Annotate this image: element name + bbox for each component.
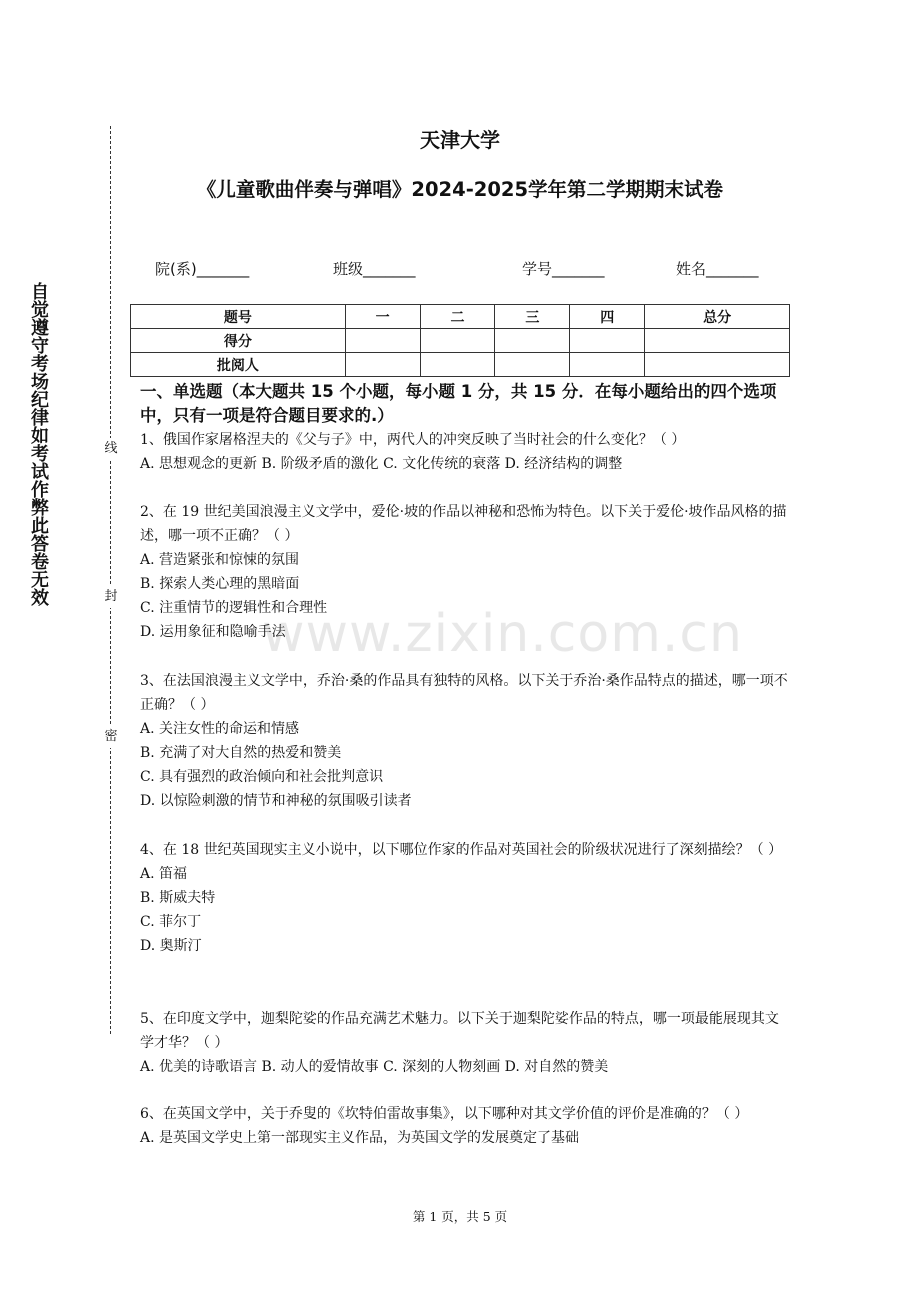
option-b[interactable]: B. 斯威夫特	[140, 890, 216, 906]
option-line[interactable]: A. 思想观念的更新 B. 阶级矛盾的激化 C. 文化传统的衰落 D. 经济结构的调整	[140, 456, 623, 472]
option-b[interactable]: B. 充满了对大自然的热爱和赞美	[140, 745, 342, 761]
seal-cut-line	[110, 126, 111, 1034]
cut-mark-seal: 封	[103, 586, 119, 608]
option-a[interactable]: A. 笛福	[140, 866, 188, 882]
question-5	[140, 1007, 790, 1079]
question-stem: 2、在 19 世纪美国浪漫主义文学中，爱伦·坡的作品以神秘和恐怖为特色。以下关于爱伦·坡作品风格的描述，哪一项不正确？（ ）	[140, 504, 787, 544]
question-stem: 3、在法国浪漫主义文学中，乔治·桑的作品具有独特的风格。以下关于乔治·桑作品特点的描述，哪一项不正确？（ ）	[140, 673, 788, 713]
option-a[interactable]: A. 是英国文学史上第一部现实主义作品，为英国文学的发展奠定了基础	[140, 1130, 580, 1146]
option-c[interactable]: C. 菲尔丁	[140, 914, 202, 930]
score-cell[interactable]	[570, 329, 645, 353]
option-a[interactable]: A. 关注女性的命运和情感	[140, 721, 300, 737]
grader-cell[interactable]	[420, 353, 495, 377]
department-field[interactable]: 院(系)_______	[155, 260, 250, 278]
question-3	[140, 669, 790, 813]
exam-discipline-notice: 自觉遵守考场纪律如考试作弊此答卷无效	[28, 282, 49, 606]
question-stem: 6、在英国文学中，关于乔叟的《坎特伯雷故事集》，以下哪种对其文学价值的评价是准确的？（ ）	[140, 1106, 749, 1122]
student-id-field[interactable]: 学号_______	[522, 260, 605, 278]
exam-title: 《儿童歌曲伴奏与弹唱》2024-2025学年第二学期期末试卷	[196, 178, 724, 201]
row-label: 得分	[131, 329, 346, 353]
score-cell[interactable]	[345, 329, 420, 353]
cut-mark-line: 线	[103, 438, 119, 460]
option-line[interactable]: A. 优美的诗歌语言 B. 动人的爱情故事 C. 深刻的人物刻画 D. 对自然的赞美	[140, 1059, 609, 1075]
score-cell[interactable]	[495, 329, 570, 353]
option-d[interactable]: D. 奥斯汀	[140, 938, 202, 954]
score-table-header-row	[131, 305, 790, 329]
grader-cell[interactable]	[345, 353, 420, 377]
score-table	[130, 304, 790, 377]
table-header-cell: 三	[495, 305, 570, 329]
question-stem: 1、俄国作家屠格涅夫的《父与子》中，两代人的冲突反映了当时社会的什么变化？（ ）	[140, 432, 686, 448]
grader-cell[interactable]	[495, 353, 570, 377]
option-d[interactable]: D. 运用象征和隐喻手法	[140, 624, 286, 640]
grader-row	[131, 353, 790, 377]
page-footer: 第 1 页，共 5 页	[412, 1209, 508, 1224]
option-d[interactable]: D. 以惊险刺激的情节和神秘的氛围吸引读者	[140, 793, 412, 809]
question-stem: 4、在 18 世纪英国现实主义小说中，以下哪位作家的作品对英国社会的阶级状况进行了深刻描绘？（ ）	[140, 842, 783, 858]
watermark: www.zixin.com.cn	[262, 604, 743, 664]
cut-mark-secret: 密	[103, 726, 119, 748]
grader-cell[interactable]	[645, 353, 790, 377]
option-c[interactable]: C. 具有强烈的政治倾向和社会批判意识	[140, 769, 384, 785]
class-field[interactable]: 班级_______	[333, 260, 416, 278]
question-6	[140, 1102, 790, 1150]
grader-cell[interactable]	[570, 353, 645, 377]
table-header-cell: 题号	[131, 305, 346, 329]
question-1	[140, 428, 790, 476]
score-cell[interactable]	[645, 329, 790, 353]
table-header-cell: 一	[345, 305, 420, 329]
score-cell[interactable]	[420, 329, 495, 353]
section-heading: 一、单选题（本大题共 15 个小题，每小题 1 分，共 15 分．在每小题给出的四个选项中，只有一项是符合题目要求的.）	[140, 382, 777, 425]
score-row	[131, 329, 790, 353]
table-header-cell: 总分	[645, 305, 790, 329]
table-header-cell: 四	[570, 305, 645, 329]
option-a[interactable]: A. 营造紧张和惊悚的氛围	[140, 552, 300, 568]
row-label: 批阅人	[131, 353, 346, 377]
university-title: 天津大学	[420, 128, 500, 152]
question-stem: 5、在印度文学中，迦梨陀娑的作品充满艺术魅力。以下关于迦梨陀娑作品的特点，哪一项最能展现其文学才华？（ ）	[140, 1011, 779, 1051]
question-4	[140, 838, 790, 958]
name-field[interactable]: 姓名_______	[676, 260, 759, 278]
table-header-cell: 二	[420, 305, 495, 329]
option-c[interactable]: C. 注重情节的逻辑性和合理性	[140, 600, 328, 616]
option-b[interactable]: B. 探索人类心理的黑暗面	[140, 576, 300, 592]
